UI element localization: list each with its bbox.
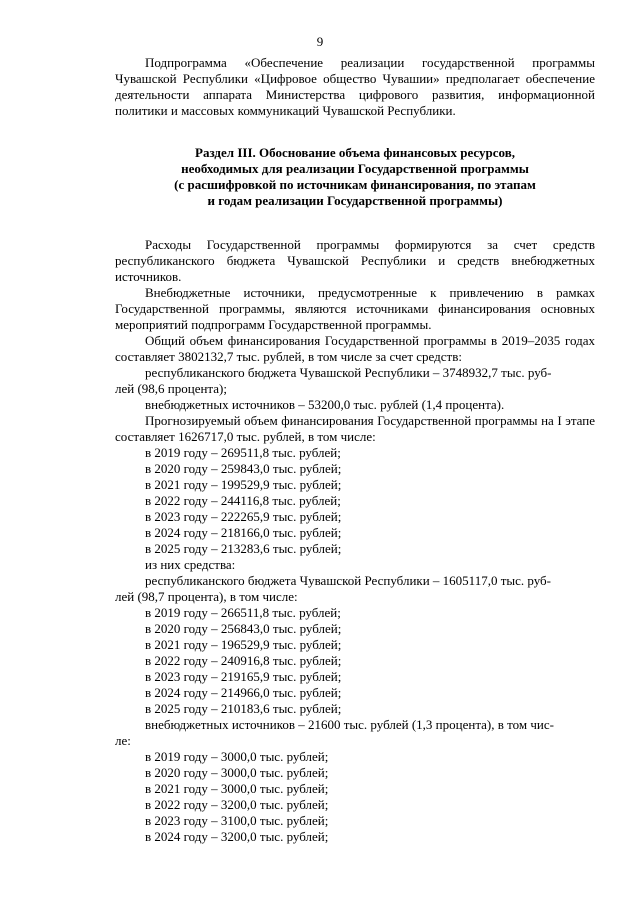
- expenses-paragraph: Расходы Государственной программы формируются за счет средств республиканского бюджета Чувашской Республики и средств внебюджетных источников.: [115, 237, 595, 284]
- intro-paragraph: Подпрограмма «Обеспечение реализации государственной программы Чувашской Республики «Цифровое общество Чувашии» предполагает обеспечение деятельности аппарата Министерства цифрового развития, информационной политики и массовых коммуникаций Чувашской Республики.: [115, 55, 595, 118]
- list-item: в 2022 году – 240916,8 тыс. рублей;: [145, 653, 342, 668]
- list-item: в 2020 году – 3000,0 тыс. рублей;: [145, 765, 329, 780]
- republic-budget-stage-cont: лей (98,7 процента), в том числе:: [115, 589, 298, 604]
- stage-one-years-list: [115, 445, 595, 557]
- list-item: в 2019 году – 269511,8 тыс. рублей;: [145, 445, 341, 460]
- page-number: 9: [316, 34, 324, 49]
- extrabudget-stage-cont: ле:: [115, 733, 131, 748]
- extrabudget-years-list: [115, 749, 595, 845]
- list-item: в 2019 году – 3000,0 тыс. рублей;: [145, 749, 329, 764]
- list-item: в 2023 году – 219165,9 тыс. рублей;: [145, 669, 342, 684]
- list-item: в 2024 году – 3200,0 тыс. рублей;: [145, 829, 329, 844]
- republic-budget-total-cont: лей (98,6 процента);: [115, 381, 227, 396]
- list-item: в 2020 году – 256843,0 тыс. рублей;: [145, 621, 342, 636]
- republic-budget-stage-line: республиканского бюджета Чувашской Республики – 1605117,0 тыс. руб-: [145, 573, 551, 588]
- list-item: в 2024 году – 218166,0 тыс. рублей;: [145, 525, 342, 540]
- list-item: в 2024 году – 214966,0 тыс. рублей;: [145, 685, 342, 700]
- list-item: в 2022 году – 3200,0 тыс. рублей;: [145, 797, 329, 812]
- republic-budget-years-list: [115, 605, 595, 717]
- list-item: в 2021 году – 196529,9 тыс. рублей;: [145, 637, 342, 652]
- stage-one-paragraph: Прогнозируемый объем финансирования Государственной программы на I этапе составляет 1626717,0 тыс. рублей, в том числе:: [115, 413, 595, 444]
- list-item: в 2021 году – 199529,9 тыс. рублей;: [145, 477, 342, 492]
- section-heading-line: Раздел III. Обоснование объема финансовых ресурсов,: [195, 145, 515, 160]
- page-content: [115, 55, 595, 845]
- list-item: в 2022 году – 244116,8 тыс. рублей;: [145, 493, 341, 508]
- list-item: в 2019 году – 266511,8 тыс. рублей;: [145, 605, 341, 620]
- list-item: в 2025 году – 210183,6 тыс. рублей;: [145, 701, 342, 716]
- list-item: в 2023 году – 222265,9 тыс. рублей;: [145, 509, 342, 524]
- section-heading-line: (с расшифровкой по источникам финансирования, по этапам: [174, 177, 536, 192]
- list-item: в 2020 году – 259843,0 тыс. рублей;: [145, 461, 342, 476]
- extrabudget-paragraph: Внебюджетные источники, предусмотренные к привлечению в рамках Государственной программы, являются источниками финансирования основных мероприятий подпрограмм Государственной программы.: [115, 285, 595, 332]
- extrabudget-stage-line: внебюджетных источников – 21600 тыс. рублей (1,3 процента), в том чис-: [145, 717, 554, 732]
- total-funding-paragraph: Общий объем финансирования Государственной программы в 2019–2035 годах составляет 3802132,7 тыс. рублей, в том числе за счет средств:: [115, 333, 595, 364]
- section-heading-line: необходимых для реализации Государственной программы: [181, 161, 529, 176]
- extrabudget-total-line: внебюджетных источников – 53200,0 тыс. рублей (1,4 процента).: [145, 397, 505, 412]
- of-them-line: из них средства:: [145, 557, 236, 572]
- list-item: в 2021 году – 3000,0 тыс. рублей;: [145, 781, 329, 796]
- list-item: в 2025 году – 213283,6 тыс. рублей;: [145, 541, 342, 556]
- republic-budget-total-line: республиканского бюджета Чувашской Республики – 3748932,7 тыс. руб-: [145, 365, 552, 380]
- section-heading: [115, 145, 595, 209]
- section-heading-line: и годам реализации Государственной программы): [207, 193, 503, 208]
- list-item: в 2023 году – 3100,0 тыс. рублей;: [145, 813, 329, 828]
